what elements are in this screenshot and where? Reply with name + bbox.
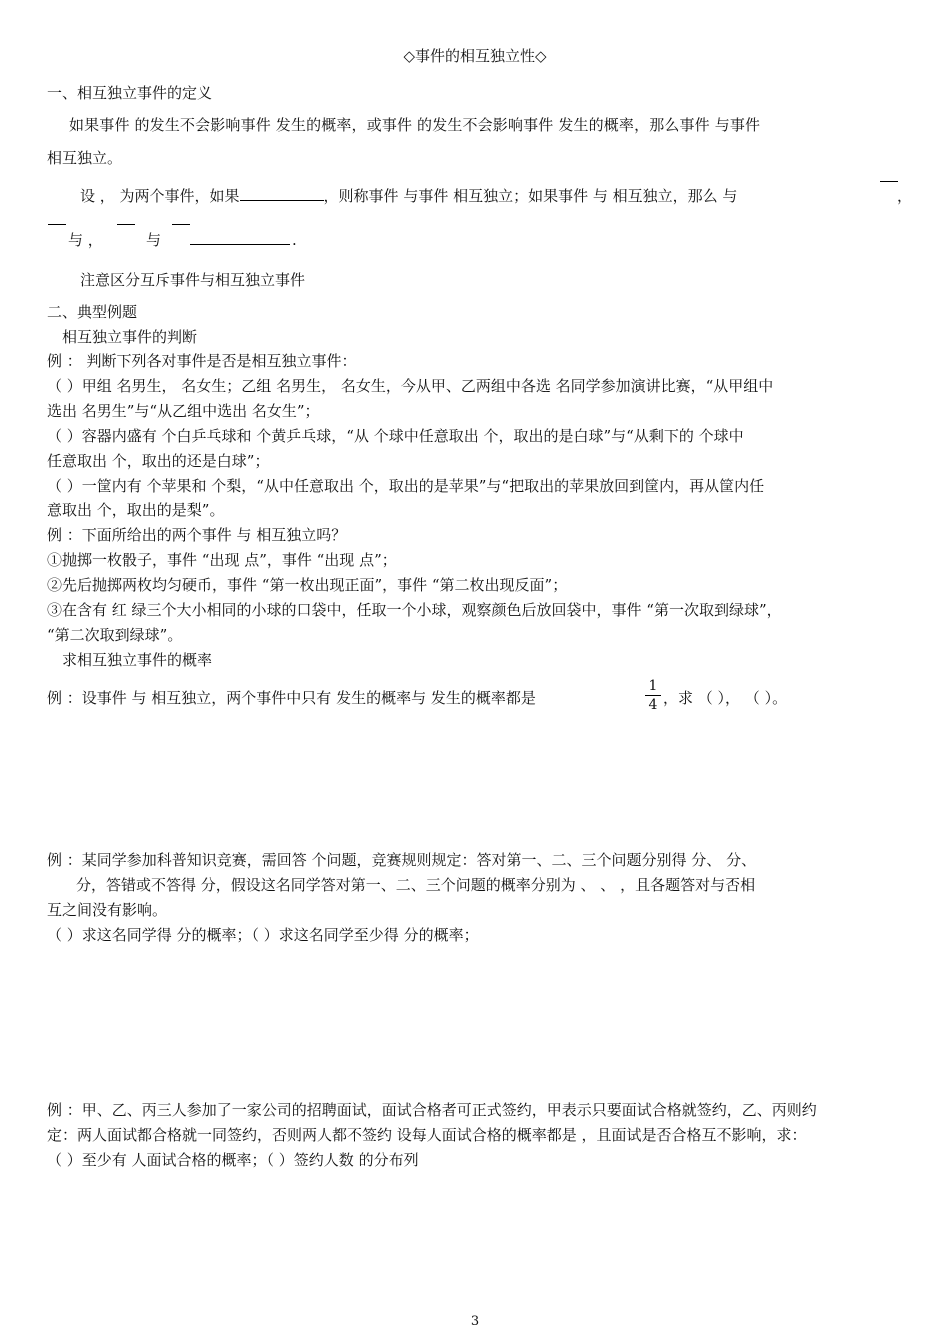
example-text: 例 ：设事件 与 相互独立，两个事件中只有 发生的概率与 发生的概率都是 [47,689,536,707]
definition-text-continued: 相互独立。 [47,149,123,167]
page-number: 3 [470,1314,480,1329]
subsection-heading: 相互独立事件的判断 [62,328,198,346]
list-item: ③在含有 红 绿三个大小相同的小球的口袋中，任取一个小球，观察颜色后放回袋中，事件 “第一次取到绿球”， [47,601,782,619]
question-text: （ ）求这名同学得 分的概率；（ ）求这名同学至少得 分的概率； [47,926,479,944]
question-text: 意取出 个，取出的是梨”。 [47,501,225,519]
list-item: “第二次取到绿球”。 [47,626,183,644]
fill-text: ， [897,187,913,205]
fill-text: 设 ， 为两个事件，如果 [80,187,240,205]
question-text: （ ）至少有 人面试合格的概率；（ ）签约人数 的分布列 [47,1151,419,1169]
subsection-heading: 求相互独立事件的概率 [62,651,213,669]
answer-blank[interactable] [240,186,324,201]
example-text: 互之间没有影响。 [47,901,168,919]
fraction-denominator: 4 [648,697,658,713]
question-text: （ ）一筐内有 个苹果和 个梨，“从中任意取出 个，取出的是苹果”与“把取出的苹果放回到筐内，再从筐内任 [47,477,765,495]
note-text: 注意区分互斥事件与相互独立事件 [80,271,306,289]
complement-bar [172,224,190,225]
complement-bar [48,224,66,225]
fill-text: 与 [146,231,162,249]
example-intro: 例 ： 判断下列各对事件是否是相互独立事件： [47,352,357,370]
section-heading-definition: 一、相互独立事件的定义 [47,84,213,102]
list-item: ①抛掷一枚骰子，事件 “出现 点”，事件 “出现 点”； [47,551,397,569]
question-text: （ ）甲组 名男生， 名女生；乙组 名男生， 名女生，今从甲、乙两组中各选 名同学参加演讲比赛，“从甲组中 [47,377,774,395]
example-text: 例 ：甲、乙、丙三人参加了一家公司的招聘面试，面试合格者可正式签约，甲表示只要面试合格就签约，乙、丙则约 [47,1101,817,1119]
question-text: 选出 名男生”与“从乙组中选出 名女生”； [47,402,320,420]
fraction [645,677,661,714]
complement-bar [117,224,135,225]
question-text: （ ）容器内盛有 个白乒乓球和 个黄乒乓球，“从 个球中任意取出 个，取出的是白球”与“从剩下的 个球中 [47,427,744,445]
definition-text: 如果事件 的发生不会影响事件 发生的概率，或事件 的发生不会影响事件 发生的概率，那么事件 与事件 [69,116,761,134]
fraction-numerator: 1 [645,677,661,696]
list-item: ②先后抛掷两枚均匀硬币，事件 “第一枚出现正面”，事件 “第二枚出现反面”； [47,576,568,594]
question-text: 任意取出 个，取出的还是白球”； [47,452,270,470]
answer-blank[interactable] [190,230,290,245]
fill-text: . [292,231,297,249]
complement-bar [880,181,898,182]
example-text: 例 ：某同学参加科普知识竞赛，需回答 个问题，竞赛规则规定：答对第一、二、三个问题分别得 分、 分、 [47,851,757,869]
example-text: 定：两人面试都合格就一同签约，否则两人都不签约 设每人面试合格的概率都是 ，且面试是否合格互不影响，求： [47,1126,807,1144]
fill-in-line [80,186,737,206]
example-intro: 例 ：下面所给出的两个事件 与 相互独立吗？ [47,526,347,544]
fill-text: ，则称事件 与事件 相互独立；如果事件 与 相互独立，那么 与 [323,187,738,205]
fill-text: 与 ， [68,231,103,249]
section-heading-examples: 二、典型例题 [47,303,138,321]
page-title: ◇事件的相互独立性◇ [403,47,547,65]
example-text: ，求 （ ）， （ ）。 [663,689,788,707]
example-text: 分，答错或不答得 分，假设这名同学答对第一、二、三个问题的概率分别为 、 、 ，且各题答对与否相 [76,876,756,894]
